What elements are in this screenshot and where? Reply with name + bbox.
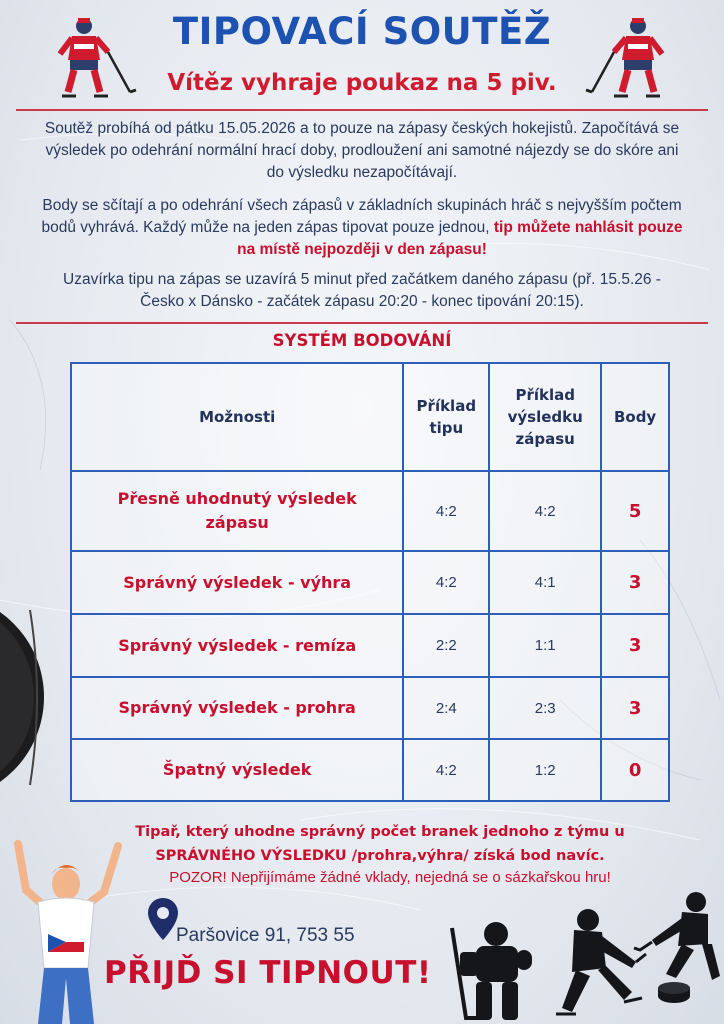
header-tip-example: Příklad tipu: [403, 363, 489, 471]
row-tip: 4:2: [403, 471, 489, 551]
header-options: Možnosti: [71, 363, 403, 471]
row-points: 3: [601, 551, 669, 614]
table-row: [71, 551, 669, 614]
row-tip: 2:4: [403, 677, 489, 739]
bonus-rule: Tipař, který uhodne správný počet branek jednoho z týmu u SPRÁVNÉHO VÝSLEDKU /prohra,výhra/ získá bod navíc.: [135, 824, 625, 864]
divider: [16, 322, 708, 324]
call-to-action: PŘIJĎ SI TIPNOUT!: [104, 955, 432, 991]
intro-paragraph-points: [40, 195, 684, 261]
row-result: 1:2: [489, 739, 601, 801]
intro-paragraph-dates: Soutěž probíhá od pátku 15.05.2026 a to pouze na zápasy českých hokejistů. Započítává se výsledek po odehrání normální hrací doby, prodloužení ani samotné nájezdy se do skóre ani do výsledku nezapočítávají.: [44, 120, 680, 181]
hockey-silhouettes-icon: [446, 888, 722, 1024]
row-points: 3: [601, 677, 669, 739]
address-text: Paršovice 91, 753 55: [176, 925, 355, 946]
intro-paragraph-deadline: Uzavírka tipu na zápas se uzavírá 5 minut před začátkem daného zápasu (př. 15.5.26 - Česko x Dánsko - začátek zápasu 20:20 - konec tipování 20:15).: [63, 271, 661, 310]
header-points: Body: [601, 363, 669, 471]
row-points: 0: [601, 739, 669, 801]
row-option: Správný výsledek - prohra: [71, 677, 403, 739]
row-tip: 4:2: [403, 551, 489, 614]
location-pin-icon: [146, 896, 180, 942]
page-subtitle: Vítěz vyhraje poukaz na 5 piv.: [167, 70, 557, 96]
scoring-section-title: SYSTÉM BODOVÁNÍ: [272, 331, 452, 350]
hockey-puck-icon: [0, 590, 46, 805]
table-row: [71, 471, 669, 551]
row-result: 4:2: [489, 471, 601, 551]
row-option: Přesně uhodnutý výsledek zápasu: [71, 471, 403, 551]
intro-points-text: Body se sčítají a po odehrání všech zápasů v základních skupinách hráč s nejvyšším počtem bodů vyhrává. Každý může na jeden zápas tipovat pouze jednou,: [41, 197, 682, 236]
table-row: [71, 614, 669, 677]
scoring-table: [70, 362, 670, 802]
row-tip: 4:2: [403, 739, 489, 801]
divider: [16, 109, 708, 111]
page-title: TIPOVACÍ SOUTĚŽ: [172, 10, 552, 53]
row-option: Správný výsledek - výhra: [71, 551, 403, 614]
row-result: 2:3: [489, 677, 601, 739]
row-result: 4:1: [489, 551, 601, 614]
row-points: 3: [601, 614, 669, 677]
table-row: [71, 739, 669, 801]
fan-cheering-icon: [8, 838, 126, 1024]
row-tip: 2:2: [403, 614, 489, 677]
row-option: Správný výsledek - remíza: [71, 614, 403, 677]
intro-points-highlight: tip můžete nahlásit pouze na místě nejpozději v den zápasu!: [237, 219, 683, 258]
warning-text: POZOR! Nepřijímáme žádné vklady, nejedná se o sázkařskou hru!: [169, 869, 611, 886]
row-option: Špatný výsledek: [71, 739, 403, 801]
header-result-example: Příklad výsledku zápasu: [489, 363, 601, 471]
row-points: 5: [601, 471, 669, 551]
table-row: [71, 677, 669, 739]
table-header-row: [71, 363, 669, 471]
row-result: 1:1: [489, 614, 601, 677]
